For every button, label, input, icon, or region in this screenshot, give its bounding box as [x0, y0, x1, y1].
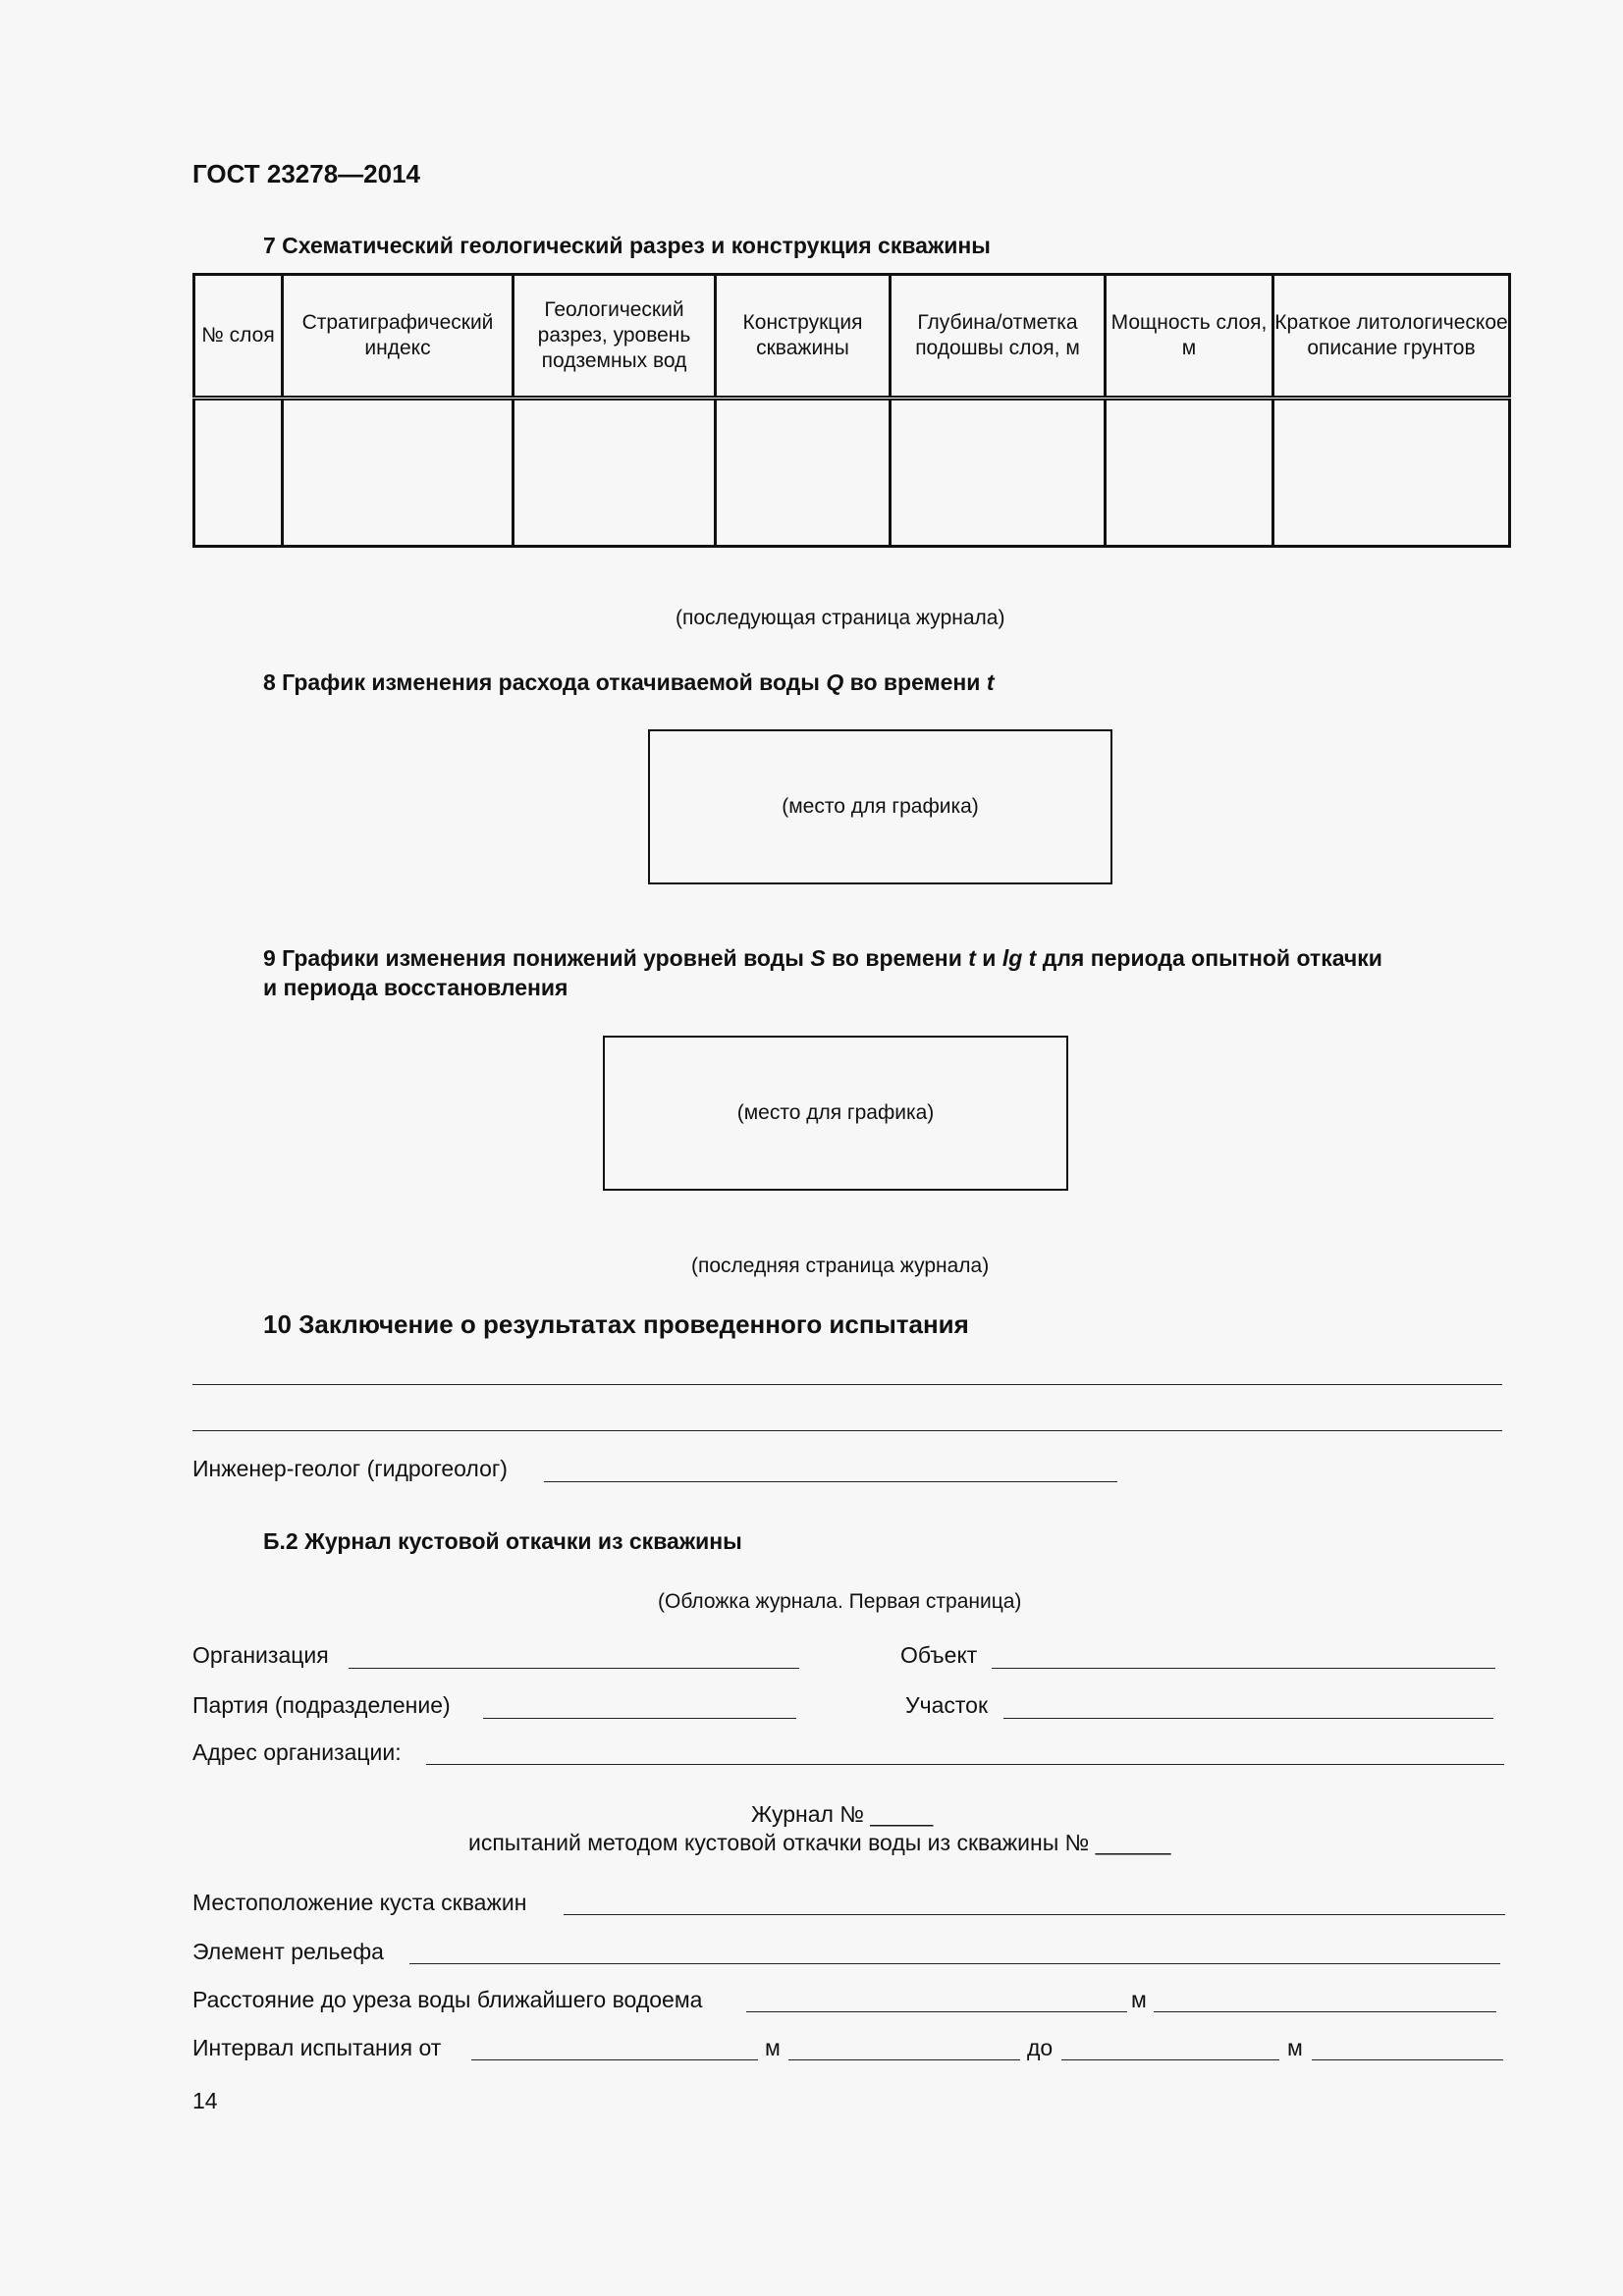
section-8-text: во времени [843, 669, 987, 695]
relief-field[interactable] [409, 1963, 1500, 1964]
interval-to-extra-field[interactable] [1312, 2059, 1503, 2060]
geological-section-table [192, 273, 1511, 548]
column-header: № слоя [194, 275, 283, 399]
section-10-title: 10 Заключение о результатах проведенного испытания [263, 1309, 969, 1339]
object-label: Объект [900, 1642, 978, 1668]
column-header: Геологический разрез, уровень подземных вод [514, 275, 716, 399]
organization-field[interactable] [349, 1668, 799, 1669]
last-page-note: (последняя страница журнала) [691, 1255, 990, 1277]
chart-placeholder-box [648, 729, 1112, 884]
section-9-title-line2: и периода восстановления [263, 975, 568, 1000]
interval-label: Интервал испытания от [192, 2035, 442, 2060]
column-header: Конструкция скважины [716, 275, 891, 399]
journal-number: Журнал № _____ [751, 1801, 934, 1827]
table-cell [1273, 399, 1510, 547]
column-header: Краткое литологическое описание грунтов [1273, 275, 1510, 399]
section-9-text: для периода опытной откачки [1036, 945, 1382, 971]
table-cell [1106, 399, 1273, 547]
engineer-label: Инженер-геолог (гидрогеолог) [192, 1456, 508, 1481]
distance-label: Расстояние до уреза воды ближайшего водоема [192, 1987, 703, 2012]
table-header-row [194, 275, 1510, 399]
conclusion-line[interactable] [192, 1384, 1502, 1385]
relief-label: Элемент рельефа [192, 1939, 384, 1964]
distance-field[interactable] [746, 2011, 1127, 2012]
next-page-note: (последующая страница журнала) [676, 607, 1005, 629]
column-header: Мощность слоя, м [1106, 275, 1273, 399]
section-9-text: во времени [825, 945, 969, 971]
table-cell [194, 399, 283, 547]
site-label: Участок [905, 1692, 989, 1718]
variable-s: S [810, 945, 826, 971]
table-row [194, 399, 1510, 547]
conclusion-line[interactable] [192, 1430, 1502, 1431]
section-9-title [263, 945, 1382, 972]
table-cell [514, 399, 716, 547]
location-label: Местоположение куста скважин [192, 1890, 527, 1915]
location-field[interactable] [564, 1914, 1505, 1915]
variable-lg-t: lg t [1001, 945, 1037, 971]
party-field[interactable] [483, 1718, 796, 1719]
engineer-signature-line[interactable] [544, 1481, 1117, 1482]
column-header: Стратиграфический индекс [283, 275, 514, 399]
table-cell [716, 399, 891, 547]
journal-subtitle: испытаний методом кустовой откачки воды из скважины № ______ [468, 1830, 1171, 1855]
interval-to-field[interactable] [1061, 2059, 1279, 2060]
site-field[interactable] [1003, 1718, 1493, 1719]
section-9-text: и [975, 945, 1002, 971]
interval-from-field[interactable] [471, 2059, 758, 2060]
section-8-title [263, 669, 994, 696]
party-label: Партия (подразделение) [192, 1692, 451, 1718]
chart-placeholder-text: (место для графика) [782, 795, 979, 818]
variable-q: Q [826, 669, 844, 695]
interval-extra-field[interactable] [788, 2059, 1020, 2060]
variable-t: t [986, 669, 995, 695]
section-9-text: 9 Графики изменения понижений уровней воды [263, 945, 811, 971]
address-label: Адрес организации: [192, 1739, 402, 1765]
column-header: Глубина/отметка подошвы слоя, м [891, 275, 1106, 399]
table-cell [891, 399, 1106, 547]
variable-t: t [968, 945, 976, 971]
section-7-title: 7 Схематический геологический разрез и конструкция скважины [263, 233, 991, 258]
distance-unit: м [1131, 1987, 1147, 2012]
document-code: ГОСТ 23278—2014 [192, 159, 420, 188]
chart-placeholder-box [603, 1036, 1068, 1191]
page-number: 14 [192, 2088, 218, 2113]
interval-to-label: до [1027, 2035, 1054, 2060]
table-cell [283, 399, 514, 547]
address-field[interactable] [426, 1764, 1504, 1765]
interval-from-unit: м [765, 2035, 781, 2060]
distance-extra-field[interactable] [1154, 2011, 1496, 2012]
object-field[interactable] [992, 1668, 1495, 1669]
interval-to-unit: м [1287, 2035, 1303, 2060]
cover-note: (Обложка журнала. Первая страница) [658, 1590, 1022, 1613]
organization-label: Организация [192, 1642, 329, 1668]
chart-placeholder-text: (место для графика) [736, 1101, 935, 1124]
section-8-text: 8 График изменения расхода откачиваемой воды [263, 669, 827, 695]
section-b2-title: Б.2 Журнал кустовой откачки из скважины [263, 1528, 742, 1554]
